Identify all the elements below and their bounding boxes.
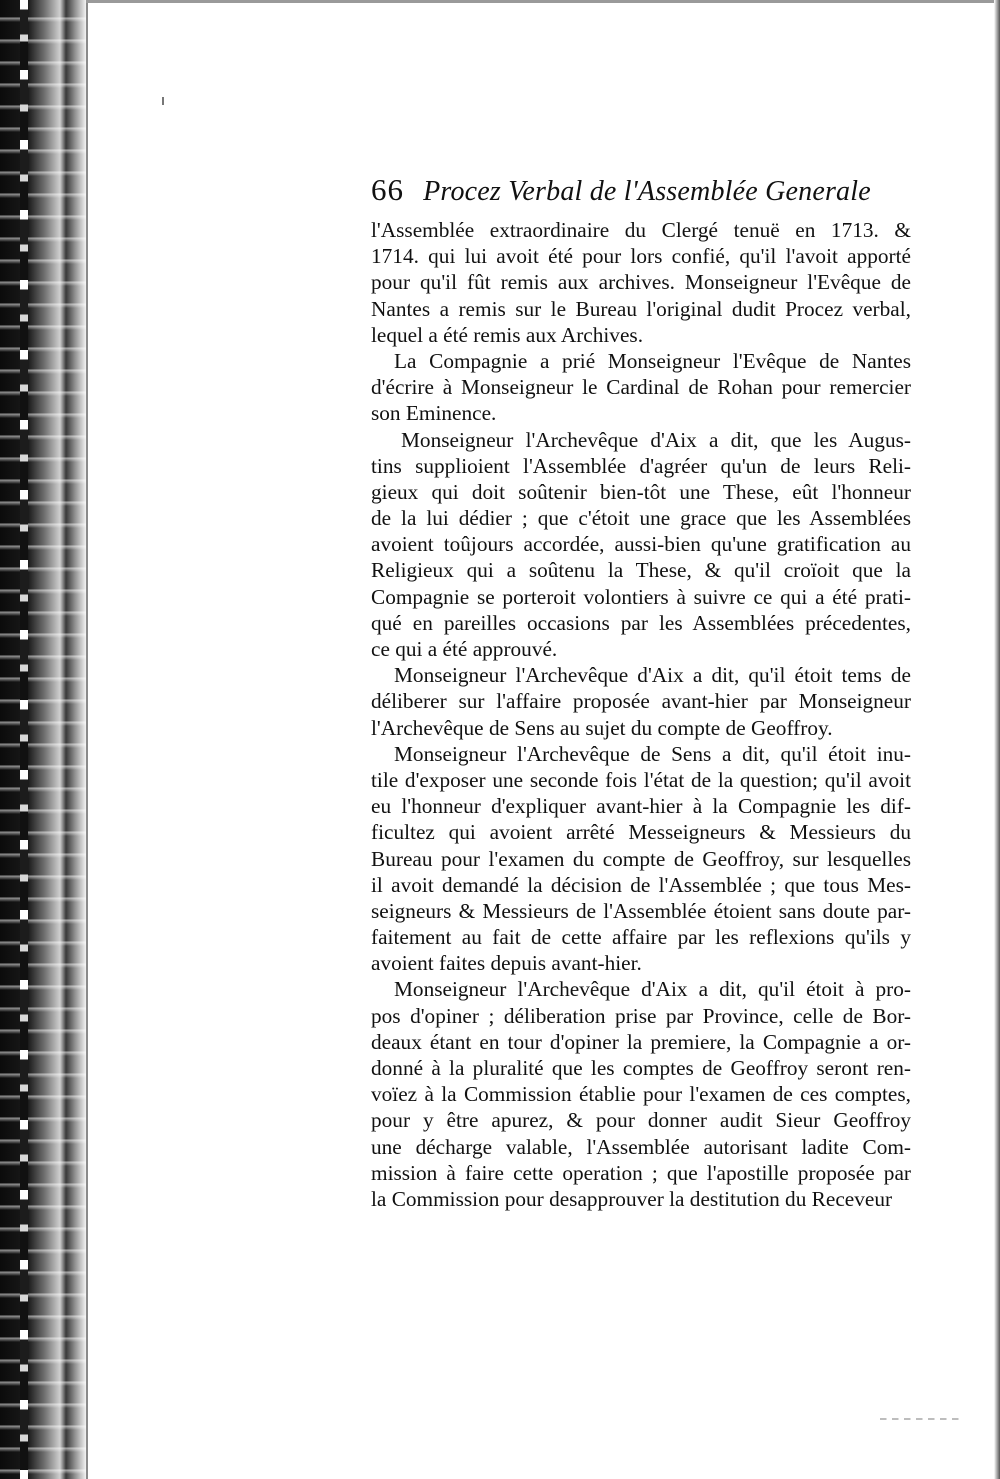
text-line: pour y être apurez, & pour donner audit Sieur Geoffroy bbox=[371, 1108, 911, 1133]
text-line: l'Assemblée extraordinaire du Clergé tenuë en 1713. & bbox=[371, 218, 911, 242]
text-line: la Commission pour desapprouver la destitution du Receveur bbox=[371, 1186, 893, 1211]
text-line: pour qu'il fût remis aux archives. Monseigneur l'Evêque de bbox=[371, 270, 911, 295]
text-line: qué en pareilles occasions par les Assemblées précedentes, bbox=[371, 610, 911, 635]
text-line: donné à la pluralité que les comptes de Geoffroy seront ren- bbox=[371, 1056, 911, 1080]
text-line: Monseigneur l'Archevêque d'Aix a dit, qu'il étoit tems de bbox=[394, 663, 911, 688]
paragraph bbox=[371, 217, 911, 348]
text-line: Monseigneur l'Archevêque d'Aix a dit, qu'il étoit à pro- bbox=[394, 977, 911, 1002]
page-right-edge bbox=[994, 0, 1000, 1479]
text-line: avoient toûjours accordée, aussi-bien qu'une gratification au bbox=[371, 532, 911, 557]
text-line: lequel a été remis aux Archives. bbox=[371, 322, 644, 347]
text-line: avoient faites depuis avant-hier. bbox=[371, 951, 642, 976]
book-binding-edge bbox=[0, 0, 86, 1479]
page-number: 66 bbox=[371, 172, 404, 207]
text-line: tins supplioient l'Assemblée d'agréer qu'un de leurs Reli- bbox=[371, 453, 911, 478]
text-line: l'Archevêque de Sens au sujet du compte de Geoffroy. bbox=[371, 715, 833, 740]
text-line: Monseigneur l'Archevêque de Sens a dit, qu'il étoit inu- bbox=[394, 741, 911, 766]
text-line: Monseigneur l'Archevêque d'Aix a dit, que les Augus- bbox=[401, 427, 911, 452]
text-line: tile d'exposer une seconde fois l'état de la question; qu'il avoit bbox=[371, 767, 911, 792]
paragraph bbox=[371, 662, 911, 741]
text-line: il avoit demandé la décision de l'Assemblée ; que tous Mes- bbox=[371, 872, 911, 897]
text-line: voïez à la Commission établie pour l'examen de ces comptes, bbox=[371, 1082, 911, 1107]
text-line: pos d'opiner ; déliberation prise par Province, celle de Bor- bbox=[371, 1003, 911, 1028]
text-line: deaux étant en tour d'opiner la premiere, la Compagnie a or- bbox=[371, 1029, 911, 1054]
text-line: Religieux qui a soûtenu la These, & qu'il croïoit que la bbox=[371, 558, 911, 583]
text-line: déliberer sur l'affaire proposée avant-hier par Monseigneur bbox=[371, 689, 911, 714]
text-line: d'écrire à Monseigneur le Cardinal de Rohan pour remercier bbox=[371, 375, 911, 400]
text-line: La Compagnie a prié Monseigneur l'Evêque de Nantes bbox=[394, 348, 911, 373]
paragraph bbox=[371, 976, 911, 1212]
text-line: Nantes a remis sur le Bureau l'original dudit Procez verbal, bbox=[371, 296, 911, 321]
text-line: de la lui dédier ; que c'étoit une grace que les Assemblées bbox=[371, 506, 911, 531]
text-line: ce qui a été approuvé. bbox=[371, 637, 558, 661]
text-line: 1714. qui lui avoit été pour lors confié, qu'il l'avoit apporté bbox=[371, 244, 911, 269]
text-line: faitement au fait de cette affaire par les reflexions qu'ils y bbox=[371, 925, 911, 950]
page-top-edge bbox=[86, 0, 994, 3]
paragraph bbox=[371, 741, 911, 977]
text-line: gieux qui doit soûtenir bien-tôt une These, eût l'honneur bbox=[371, 479, 911, 504]
scan-mark bbox=[162, 97, 164, 105]
page-header bbox=[371, 172, 911, 216]
text-line: ficultez qui avoient arrêté Messeigneurs & Messieurs du bbox=[371, 820, 911, 845]
running-head: Procez Verbal de l'Assemblée Generale bbox=[423, 176, 871, 207]
paragraph bbox=[371, 348, 911, 427]
paragraph bbox=[371, 427, 911, 663]
text-line: Bureau pour l'examen du compte de Geoffroy, sur lesquelles bbox=[371, 846, 911, 871]
text-line: seigneurs & Messieurs de l'Assemblée étoient sans doute par- bbox=[371, 898, 911, 923]
text-line: eu l'honneur d'expliquer avant-hier à la Compagnie les dif- bbox=[371, 794, 911, 819]
binding-stitching bbox=[20, 0, 28, 1479]
text-line: une décharge valable, l'Assemblée autorisant ladite Com- bbox=[371, 1134, 911, 1159]
scan-smudge bbox=[880, 1418, 960, 1420]
body-text bbox=[371, 217, 911, 1212]
text-line: Compagnie se porteroit volontiers à suivre ce qui a été prati- bbox=[371, 584, 911, 609]
text-line: son Eminence. bbox=[371, 401, 497, 426]
page-left-edge bbox=[86, 0, 88, 1479]
text-line: mission à faire cette operation ; que l'apostille proposée par bbox=[371, 1160, 911, 1185]
